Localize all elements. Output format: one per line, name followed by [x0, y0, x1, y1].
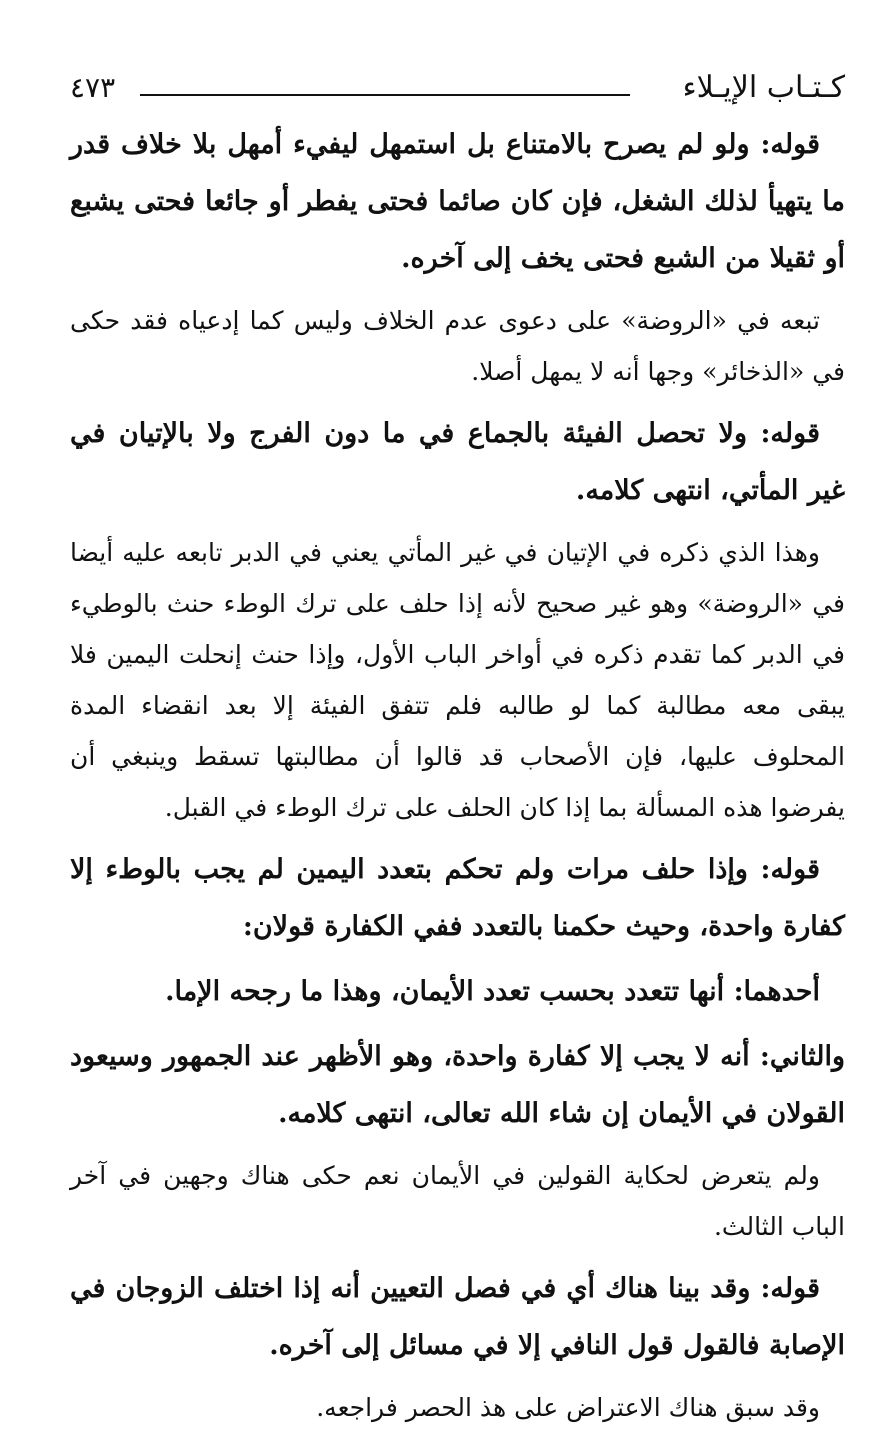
commentary-paragraph: تبعه في «الروضة» على دعوى عدم الخلاف وليس كما إدعياه فقد حكى في «الذخائر» وجها أنه لا يمهل أصلا.	[70, 306, 845, 386]
quoted-passage: قوله: ولو لم يصرح بالامتناع بل استمهل ليفيء أمهل بلا خلاف قدر ما يتهيأ لذلك الشغل، فإن كان صائما فحتى يفطر أو جائعا فحتى يشبع أو ثقيلا من الشبع فحتى يخف إلى آخره.	[70, 129, 845, 274]
quoted-passage: قوله: وقد بينا هناك أي في فصل التعيين أنه إذا اختلف الزوجان في الإصابة فالقول قول النافي إلا في مسائل إلى آخره.	[70, 1273, 845, 1361]
quoted-passage: قوله: ولا تحصل الفيئة بالجماع في ما دون الفرج ولا بالإتيان في غير المأتي، انتهى كلامه.	[70, 418, 845, 506]
page-body	[70, 116, 845, 1433]
commentary-paragraph: وقد سبق هناك الاعتراض على هذ الحصر فراجعه.	[316, 1393, 820, 1422]
running-title: كـتـاب الإيـلاء	[682, 70, 845, 105]
quoted-passage-first-opinion: أحدهما: أنها تتعدد بحسب تعدد الأيمان، وهذا ما رجحه الإما.	[165, 976, 820, 1007]
commentary-paragraph: وهذا الذي ذكره في الإتيان في غير المأتي يعني في الدبر تابعه عليه أيضا في «الروضة» وهو غير صحيح لأنه إذا حلف على ترك الوطء حنث بالوطيء في الدبر كما تقدم ذكره في أواخر الباب الأول، وإذا حنث إنحلت اليمين فلا يبقى معه مطالبة كما لو طالبه فلم تتفق الفيئة إلا بعد انقضاء المدة المحلوف عليها، فإن الأصحاب قد قالوا أن مطالبتها تسقط وينبغي أن يفرضوا هذه المسألة بما إذا كان الحلف على ترك الوطء في القبل.	[70, 538, 845, 822]
commentary-paragraph: ولم يتعرض لحكاية القولين في الأيمان نعم حكى هناك وجهين في آخر الباب الثالث.	[70, 1161, 845, 1241]
header-rule	[140, 94, 630, 96]
book-page	[70, 60, 845, 1441]
quoted-passage-second-opinion: والثاني: أنه لا يجب إلا كفارة واحدة، وهو الأظهر عند الجمهور وسيعود القولان في الأيمان إن شاء الله تعالى، انتهى كلامه.	[70, 1041, 845, 1129]
page-number: ٤٧٣	[70, 71, 116, 104]
quoted-passage: قوله: وإذا حلف مرات ولم تحكم بتعدد اليمين لم يجب بالوطء إلا كفارة واحدة، وحيث حكمنا بالتعدد ففي الكفارة قولان:	[70, 854, 845, 942]
page-header	[70, 60, 845, 116]
